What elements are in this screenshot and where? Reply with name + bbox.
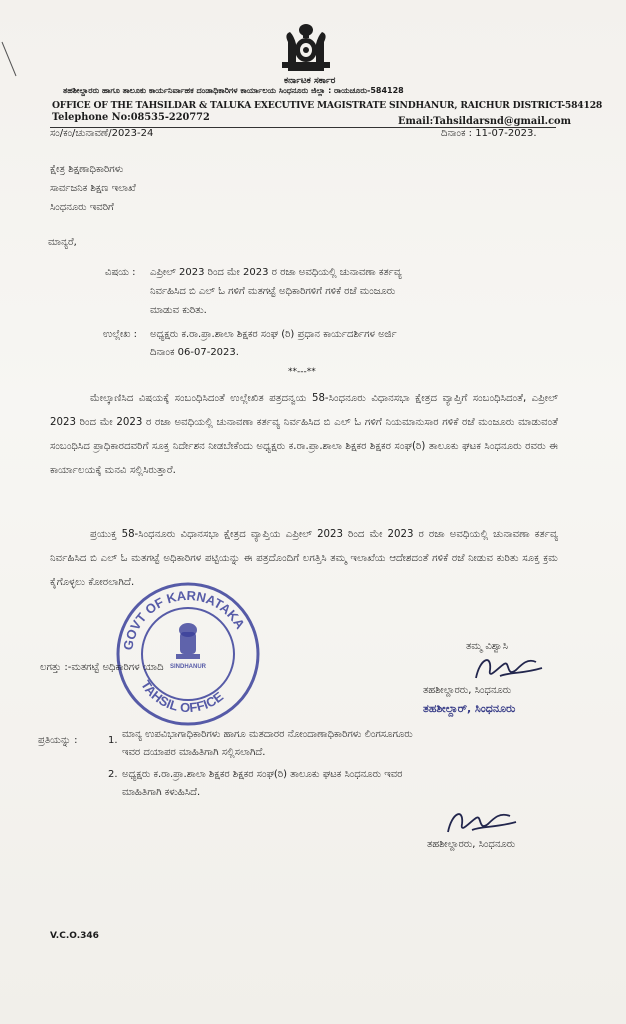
svg-text:GOVT OF KARNATAKA: GOVT OF KARNATAKA xyxy=(120,587,248,652)
reference-label: ಉಲ್ಲೇಖ : xyxy=(103,329,138,340)
signature-1-icon xyxy=(470,648,550,688)
signature-2-icon xyxy=(442,800,524,840)
addressee-line-3: ಸಿಂಧನೂರು ಇವರಿಗೆ xyxy=(50,202,114,213)
separator: **---** xyxy=(288,367,316,377)
signatory-title-1: ತಹಶೀಲ್ದಾರರು, ಸಿಂಧನೂರು xyxy=(423,685,512,696)
office-seal-stamp xyxy=(112,576,264,728)
copy-2-line-2: ಮಾಹಿತಿಗಾಗಿ ಕಳುಹಿಸಿದೆ. xyxy=(122,787,201,798)
signatory-designation-stamp: ತಹಶೀಲ್ದಾರ್, ಸಿಂಧನೂರು xyxy=(423,702,516,715)
copy-2-line-1: ಅಧ್ಯಕ್ಷರು ಕ.ರಾ.ಪ್ರಾ.ಶಾಲಾ ಶಿಕ್ಷಕರ ಶಿಕ್ಷಕರ ಸಂಘ(ರಿ) ತಾಲೂಕು ಘಟಕ ಸಿಂಧನೂರು ಇವರ xyxy=(122,769,403,780)
office-name-kannada: ತಹಶೀಲ್ದಾರರು ಹಾಗೂ ತಾಲೂಕು ಕಾರ್ಯನಿರ್ವಾಹಕ ದಂಡಾಧಿಕಾರಿಗಳ ಕಾರ್ಯಾಲಯ ಸಿಂಧನೂರು ಜಿಲ್ಲಾ : ರಾಯಚೂರು-584128 xyxy=(63,86,404,95)
body-paragraph-1: ಮೇಲ್ಕಾಣಿಸಿದ ವಿಷಯಕ್ಕೆ ಸಂಬಂಧಿಸಿದಂತೆ ಉಲ್ಲೇಖಿತ ಪತ್ರದನ್ವಯ 58-ಸಿಂಧನೂರು ವಿಧಾನಸಭಾ ಕ್ಷೇತ್ರದ ವ್ಯಾಪ್ತಿಗೆ ಸಂಬಂಧಿಸಿದಂತೆ, ಎಪ್ರೀಲ್ 2023 ರಿಂದ ಮೇ 2023 ರ ರಜಾ ಅವಧಿಯಲ್ಲಿ ಚುನಾವಣಾ ಕರ್ತವ್ಯ ನಿರ್ವಹಿಸಿದ ಬಿ ಎಲ್ ಓ ಗಳಿಗೆ ನಿಯಮಾನುಸಾರ ಗಳಿಕೆ ರಜೆ ಮಂಜೂರು ಮಾಡುವಂತೆ ಸಂಬಂಧಿಸಿದ ಪ್ರಾಧಿಕಾರದವರಿಗೆ ಸೂಕ್ತ ನಿರ್ದೇಶನ ನೀಡಬೇಕೆಂದು ಅಧ್ಯಕ್ಷರು ಕ.ರಾ.ಪ್ರಾ.ಶಾಲಾ ಶಿಕ್ಷಕರ ಶಿಕ್ಷಕರ ಸಂಘ(ರಿ) ತಾಲೂಕು ಘಟಕ ಸಿಂಧನೂರು ರವರು ಈ ಕಾರ್ಯಾಲಯಕ್ಕೆ ಮನವಿ ಸಲ್ಲಿಸಿರುತ್ತಾರೆ. xyxy=(50,393,558,476)
copy-1-line-2: ಇವರ ದಯಾಪರ ಮಾಹಿತಿಗಾಗಿ ಸಲ್ಲಿಸಲಾಗಿದೆ. xyxy=(122,747,266,758)
margin-scratch-mark xyxy=(0,40,20,80)
salutation: ಮಾನ್ಯರೆ, xyxy=(48,237,77,248)
signatory-title-2: ತಹಶೀಲ್ದಾರರು, ಸಿಂಧನೂರು xyxy=(427,839,516,850)
subject-line-1: ಎಪ್ರೀಲ್ 2023 ರಿಂದ ಮೇ 2023 ರ ರಜಾ ಅವಧಿಯಲ್ಲಿ ಚುನಾವಣಾ ಕರ್ತವ್ಯ xyxy=(150,267,402,278)
svg-text:SINDHANUR: SINDHANUR xyxy=(170,664,206,670)
reference-line-1: ಅಧ್ಯಕ್ಷರು ಕ.ರಾ.ಪ್ರಾ.ಶಾಲಾ ಶಿಕ್ಷಕರ ಸಂಘ (ರಿ) ಪ್ರಧಾನ ಕಾರ್ಯದರ್ಶಿಗಳ ಅರ್ಜಿ xyxy=(150,329,397,340)
subject-label: ವಿಷಯ : xyxy=(105,267,136,278)
addressee-line-2: ಸಾರ್ವಜನಿಕ ಶಿಕ್ಷಣ ಇಲಾಖೆ xyxy=(50,183,136,194)
copy-2-number: 2. xyxy=(108,769,118,780)
body-paragraph-2: ಪ್ರಯುಕ್ತ 58-ಸಿಂಧನೂರು ವಿಧಾನಸಭಾ ಕ್ಷೇತ್ರದ ವ್ಯಾಪ್ತಿಯ ಎಪ್ರೀಲ್ 2023 ರಿಂದ ಮೇ 2023 ರ ರಜಾ ಅವಧಿಯಲ್ಲಿ ಚುನಾವಣಾ ಕರ್ತವ್ಯ ನಿರ್ವಹಿಸಿದ ಬಿ ಎಲ್ ಓ ಮತಗಟ್ಟೆ ಅಧಿಕಾರಿಗಳ ಪಟ್ಟಿಯನ್ನು ಈ ಪತ್ರದೊಂದಿಗೆ ಲಗತ್ತಿಸಿ ತಮ್ಮ ಇಲಾಖೆಯ ಆದೇಶದಂತೆ ಗಳಿಕೆ ರಜೆ ನೀಡುವ ಕುರಿತು ಸೂಕ್ತ ಕ್ರಮ ಕೈಗೊಳ್ಳಲು ಕೋರಲಾಗಿದೆ. xyxy=(50,529,558,588)
closing-phrase: ತಮ್ಮ ವಿಶ್ವಾಸಿ xyxy=(466,641,508,652)
email-address: Email:Tahsildarsnd@gmail.com xyxy=(398,116,571,127)
telephone-number: Telephone No:08535-220772 xyxy=(52,112,210,123)
enclosure-line: ಲಗತ್ತು :-ಮತಗಟ್ಟೆ ಅಧಿಕಾರಿಗಳ ಯಾದಿ xyxy=(40,662,164,673)
svg-text:TAHSIL OFFICE: TAHSIL OFFICE xyxy=(138,677,227,716)
footer-code: V.C.O.346 xyxy=(50,931,99,941)
office-name-english: OFFICE OF THE TAHSILDAR & TALUKA EXECUTIVE MAGISTRATE SINDHANUR, RAICHUR DISTRICT-584128 xyxy=(52,100,603,111)
subject-line-2: ನಿರ್ವಹಿಸಿದ ಬಿ ಎಲ್ ಓ ಗಳಿಗೆ ಮತಗಟ್ಟೆ ಅಧಿಕಾರಿಗಳಿಗೆ ಗಳಿಕೆ ರಜೆ ಮಂಜೂರು xyxy=(150,286,396,297)
copy-1-number: 1. xyxy=(108,735,118,746)
subject-line-3: ಮಾಡುವ ಕುರಿತು. xyxy=(150,305,207,316)
reference-line-2: ದಿನಾಂಕ 06-07-2023. xyxy=(150,347,239,358)
state-name: ಕರ್ನಾಟಕ ಸರ್ಕಾರ xyxy=(284,76,336,86)
letter-date: ದಿನಾಂಕ : 11-07-2023. xyxy=(441,128,537,139)
addressee-line-1: ಕ್ಷೇತ್ರ ಶಿಕ್ಷಣಾಧಿಕಾರಿಗಳು xyxy=(50,164,124,175)
state-emblem-icon xyxy=(274,22,338,76)
copy-to-label: ಪ್ರತಿಯನ್ನು : xyxy=(38,735,78,746)
lion-capital-icon xyxy=(176,623,200,659)
copy-1-line-1: ಮಾನ್ಯ ಉಪವಿಭಾಗಾಧಿಕಾರಿಗಳು ಹಾಗೂ ಮತದಾರರ ನೋಂದಾಣಾಧಿಕಾರಿಗಳು ಲಿಂಗಸೂಗೂರು xyxy=(122,729,413,740)
reference-number: ಸಂ/ಕಂ/ಚುನಾವಣೆ/2023-24 xyxy=(50,128,154,139)
